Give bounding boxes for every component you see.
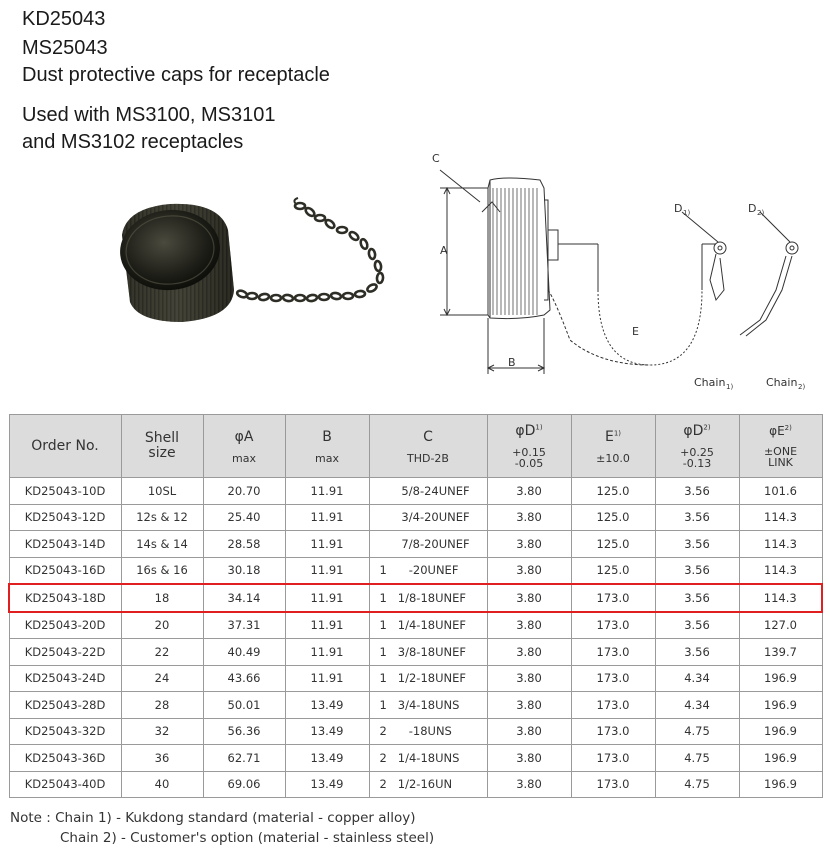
cell-e1: 173.0 xyxy=(571,718,655,745)
cell-e2: 196.9 xyxy=(739,771,822,798)
table-row xyxy=(9,718,822,745)
cell-order: KD25043-28D xyxy=(9,692,121,719)
cell-d2: 4.75 xyxy=(655,771,739,798)
cell-e2: 114.3 xyxy=(739,504,822,531)
cell-a: 30.18 xyxy=(203,557,285,584)
cell-a: 40.49 xyxy=(203,639,285,666)
cell-d2: 4.34 xyxy=(655,665,739,692)
cell-e1: 173.0 xyxy=(571,745,655,772)
table-row xyxy=(9,665,822,692)
chain1-label-sub: 1) xyxy=(726,383,734,391)
cell-d1: 3.80 xyxy=(487,531,571,558)
cell-b: 11.91 xyxy=(285,584,369,612)
cell-c: 1 -20UNEF xyxy=(369,557,487,584)
cell-d2: 4.75 xyxy=(655,745,739,772)
header-e1: $E^{1)}$ ±10.0 xyxy=(571,415,655,478)
cell-d1: 3.80 xyxy=(487,504,571,531)
cell-c: 1 1/8-18UNEF xyxy=(369,584,487,612)
cell-d1: 3.80 xyxy=(487,665,571,692)
cell-d2: 3.56 xyxy=(655,504,739,531)
title-ms25043: MS25043 xyxy=(22,37,108,59)
drawing-label-d1: D xyxy=(674,202,683,215)
cell-order: KD25043-10D xyxy=(9,478,121,505)
cell-c: 7/8-20UNEF xyxy=(369,531,487,558)
cell-d2: 4.75 xyxy=(655,718,739,745)
chain2-label-sub: 2) xyxy=(798,383,806,391)
note-chain-1: Note : Chain 1) - Kukdong standard (material - copper alloy) xyxy=(10,810,416,826)
cell-d2: 3.56 xyxy=(655,639,739,666)
cell-a: 69.06 xyxy=(203,771,285,798)
cell-shell: 40 xyxy=(121,771,203,798)
cell-shell: 16s & 16 xyxy=(121,557,203,584)
cell-a: 56.36 xyxy=(203,718,285,745)
cell-c: 1 1/4-18UNEF xyxy=(369,612,487,639)
table-row xyxy=(9,612,822,639)
drawing-label-a: A xyxy=(440,244,448,257)
cell-e2: 196.9 xyxy=(739,718,822,745)
table-row xyxy=(9,745,822,772)
cell-d1: 3.80 xyxy=(487,557,571,584)
title-description: Dust protective caps for receptacle xyxy=(22,64,330,86)
cell-d2: 3.56 xyxy=(655,612,739,639)
cell-a: 25.40 xyxy=(203,504,285,531)
cell-c: 2 1/4-18UNS xyxy=(369,745,487,772)
cell-d2: 4.34 xyxy=(655,692,739,719)
table-row xyxy=(9,478,822,505)
cell-order: KD25043-36D xyxy=(9,745,121,772)
cell-a: 20.70 xyxy=(203,478,285,505)
cell-d1: 3.80 xyxy=(487,692,571,719)
title-kd25043: KD25043 xyxy=(22,8,106,30)
cell-b: 11.91 xyxy=(285,612,369,639)
cell-e2: 114.3 xyxy=(739,584,822,612)
chain1-label: Chain xyxy=(694,376,726,389)
header-e2: $\varphi E^{2)}$ ±ONE LINK xyxy=(739,415,822,478)
header-order-no: Order No. xyxy=(9,415,121,478)
cell-d2: 3.56 xyxy=(655,531,739,558)
cell-e1: 173.0 xyxy=(571,612,655,639)
header-d1: $\varphi D^{1)}$ +0.15 -0.05 xyxy=(487,415,571,478)
cell-e1: 125.0 xyxy=(571,478,655,505)
cell-order: KD25043-18D xyxy=(9,584,121,612)
cell-a: 62.71 xyxy=(203,745,285,772)
subtitle-used-with: Used with MS3100, MS3101 xyxy=(22,104,276,126)
cell-e2: 127.0 xyxy=(739,612,822,639)
cell-d2: 3.56 xyxy=(655,584,739,612)
table-row xyxy=(9,639,822,666)
cell-b: 11.91 xyxy=(285,557,369,584)
cell-a: 28.58 xyxy=(203,531,285,558)
drawing-label-d1-sub: 1) xyxy=(683,209,691,217)
cell-order: KD25043-20D xyxy=(9,612,121,639)
cell-c: 1 1/2-18UNEF xyxy=(369,665,487,692)
table-row-highlighted xyxy=(9,584,822,612)
header-a: φA max xyxy=(203,415,285,478)
cell-b: 11.91 xyxy=(285,478,369,505)
cell-e2: 196.9 xyxy=(739,665,822,692)
cell-a: 37.31 xyxy=(203,612,285,639)
cell-b: 11.91 xyxy=(285,639,369,666)
cell-e1: 125.0 xyxy=(571,504,655,531)
cell-order: KD25043-14D xyxy=(9,531,121,558)
table-header-row xyxy=(9,415,822,478)
cell-d1: 3.80 xyxy=(487,745,571,772)
cell-e2: 139.7 xyxy=(739,639,822,666)
cell-shell: 20 xyxy=(121,612,203,639)
cell-shell: 22 xyxy=(121,639,203,666)
cell-order: KD25043-40D xyxy=(9,771,121,798)
drawing-label-e: E xyxy=(632,325,639,338)
cell-e2: 114.3 xyxy=(739,557,822,584)
cell-d2: 3.56 xyxy=(655,478,739,505)
header-d2: $\varphi D^{2)}$ +0.25 -0.13 xyxy=(655,415,739,478)
drawing-label-c: C xyxy=(432,152,440,165)
cell-e1: 173.0 xyxy=(571,692,655,719)
cell-b: 13.49 xyxy=(285,692,369,719)
table-row xyxy=(9,692,822,719)
drawing-label-b: B xyxy=(508,356,516,369)
cell-e2: 114.3 xyxy=(739,531,822,558)
cell-a: 34.14 xyxy=(203,584,285,612)
cell-e2: 101.6 xyxy=(739,478,822,505)
cell-a: 50.01 xyxy=(203,692,285,719)
cell-shell: 18 xyxy=(121,584,203,612)
subtitle-receptacles: and MS3102 receptacles xyxy=(22,131,244,153)
cell-shell: 32 xyxy=(121,718,203,745)
cell-c: 5/8-24UNEF xyxy=(369,478,487,505)
cell-e1: 173.0 xyxy=(571,771,655,798)
header-c: C THD-2B xyxy=(369,415,487,478)
cell-order: KD25043-22D xyxy=(9,639,121,666)
header-shell-size: Shell size xyxy=(121,415,203,478)
cell-c: 3/4-20UNEF xyxy=(369,504,487,531)
cell-b: 13.49 xyxy=(285,745,369,772)
cell-d1: 3.80 xyxy=(487,478,571,505)
cell-order: KD25043-12D xyxy=(9,504,121,531)
cell-d1: 3.80 xyxy=(487,612,571,639)
table-row xyxy=(9,771,822,798)
cell-e2: 196.9 xyxy=(739,692,822,719)
cell-d1: 3.80 xyxy=(487,771,571,798)
cell-order: KD25043-24D xyxy=(9,665,121,692)
cell-b: 11.91 xyxy=(285,504,369,531)
cell-e1: 173.0 xyxy=(571,584,655,612)
cell-shell: 28 xyxy=(121,692,203,719)
cell-b: 13.49 xyxy=(285,718,369,745)
cell-order: KD25043-16D xyxy=(9,557,121,584)
cell-b: 11.91 xyxy=(285,531,369,558)
cell-c: 1 3/4-18UNS xyxy=(369,692,487,719)
cell-a: 43.66 xyxy=(203,665,285,692)
cell-d1: 3.80 xyxy=(487,584,571,612)
technical-drawing xyxy=(420,140,820,400)
header-b: B max xyxy=(285,415,369,478)
cell-e1: 173.0 xyxy=(571,665,655,692)
cell-c: 1 3/8-18UNEF xyxy=(369,639,487,666)
cell-b: 11.91 xyxy=(285,665,369,692)
cell-shell: 14s & 14 xyxy=(121,531,203,558)
cell-e1: 173.0 xyxy=(571,639,655,666)
cell-shell: 10SL xyxy=(121,478,203,505)
cell-e1: 125.0 xyxy=(571,531,655,558)
table-row xyxy=(9,504,822,531)
cell-c: 2 1/2-16UN xyxy=(369,771,487,798)
note-chain-2: Chain 2) - Customer's option (material - stainless steel) xyxy=(60,830,435,846)
product-photo xyxy=(110,190,400,330)
table-row xyxy=(9,531,822,558)
spec-table xyxy=(8,414,823,798)
cell-d1: 3.80 xyxy=(487,718,571,745)
cell-order: KD25043-32D xyxy=(9,718,121,745)
cell-shell: 12s & 12 xyxy=(121,504,203,531)
cell-d1: 3.80 xyxy=(487,639,571,666)
table-row xyxy=(9,557,822,584)
cell-b: 13.49 xyxy=(285,771,369,798)
cell-shell: 24 xyxy=(121,665,203,692)
chain2-label: Chain xyxy=(766,376,798,389)
cell-e2: 196.9 xyxy=(739,745,822,772)
cell-d2: 3.56 xyxy=(655,557,739,584)
drawing-label-d2-sub: 2) xyxy=(757,209,765,217)
cell-e1: 125.0 xyxy=(571,557,655,584)
cell-shell: 36 xyxy=(121,745,203,772)
drawing-label-d2: D xyxy=(748,202,757,215)
cell-c: 2 -18UNS xyxy=(369,718,487,745)
